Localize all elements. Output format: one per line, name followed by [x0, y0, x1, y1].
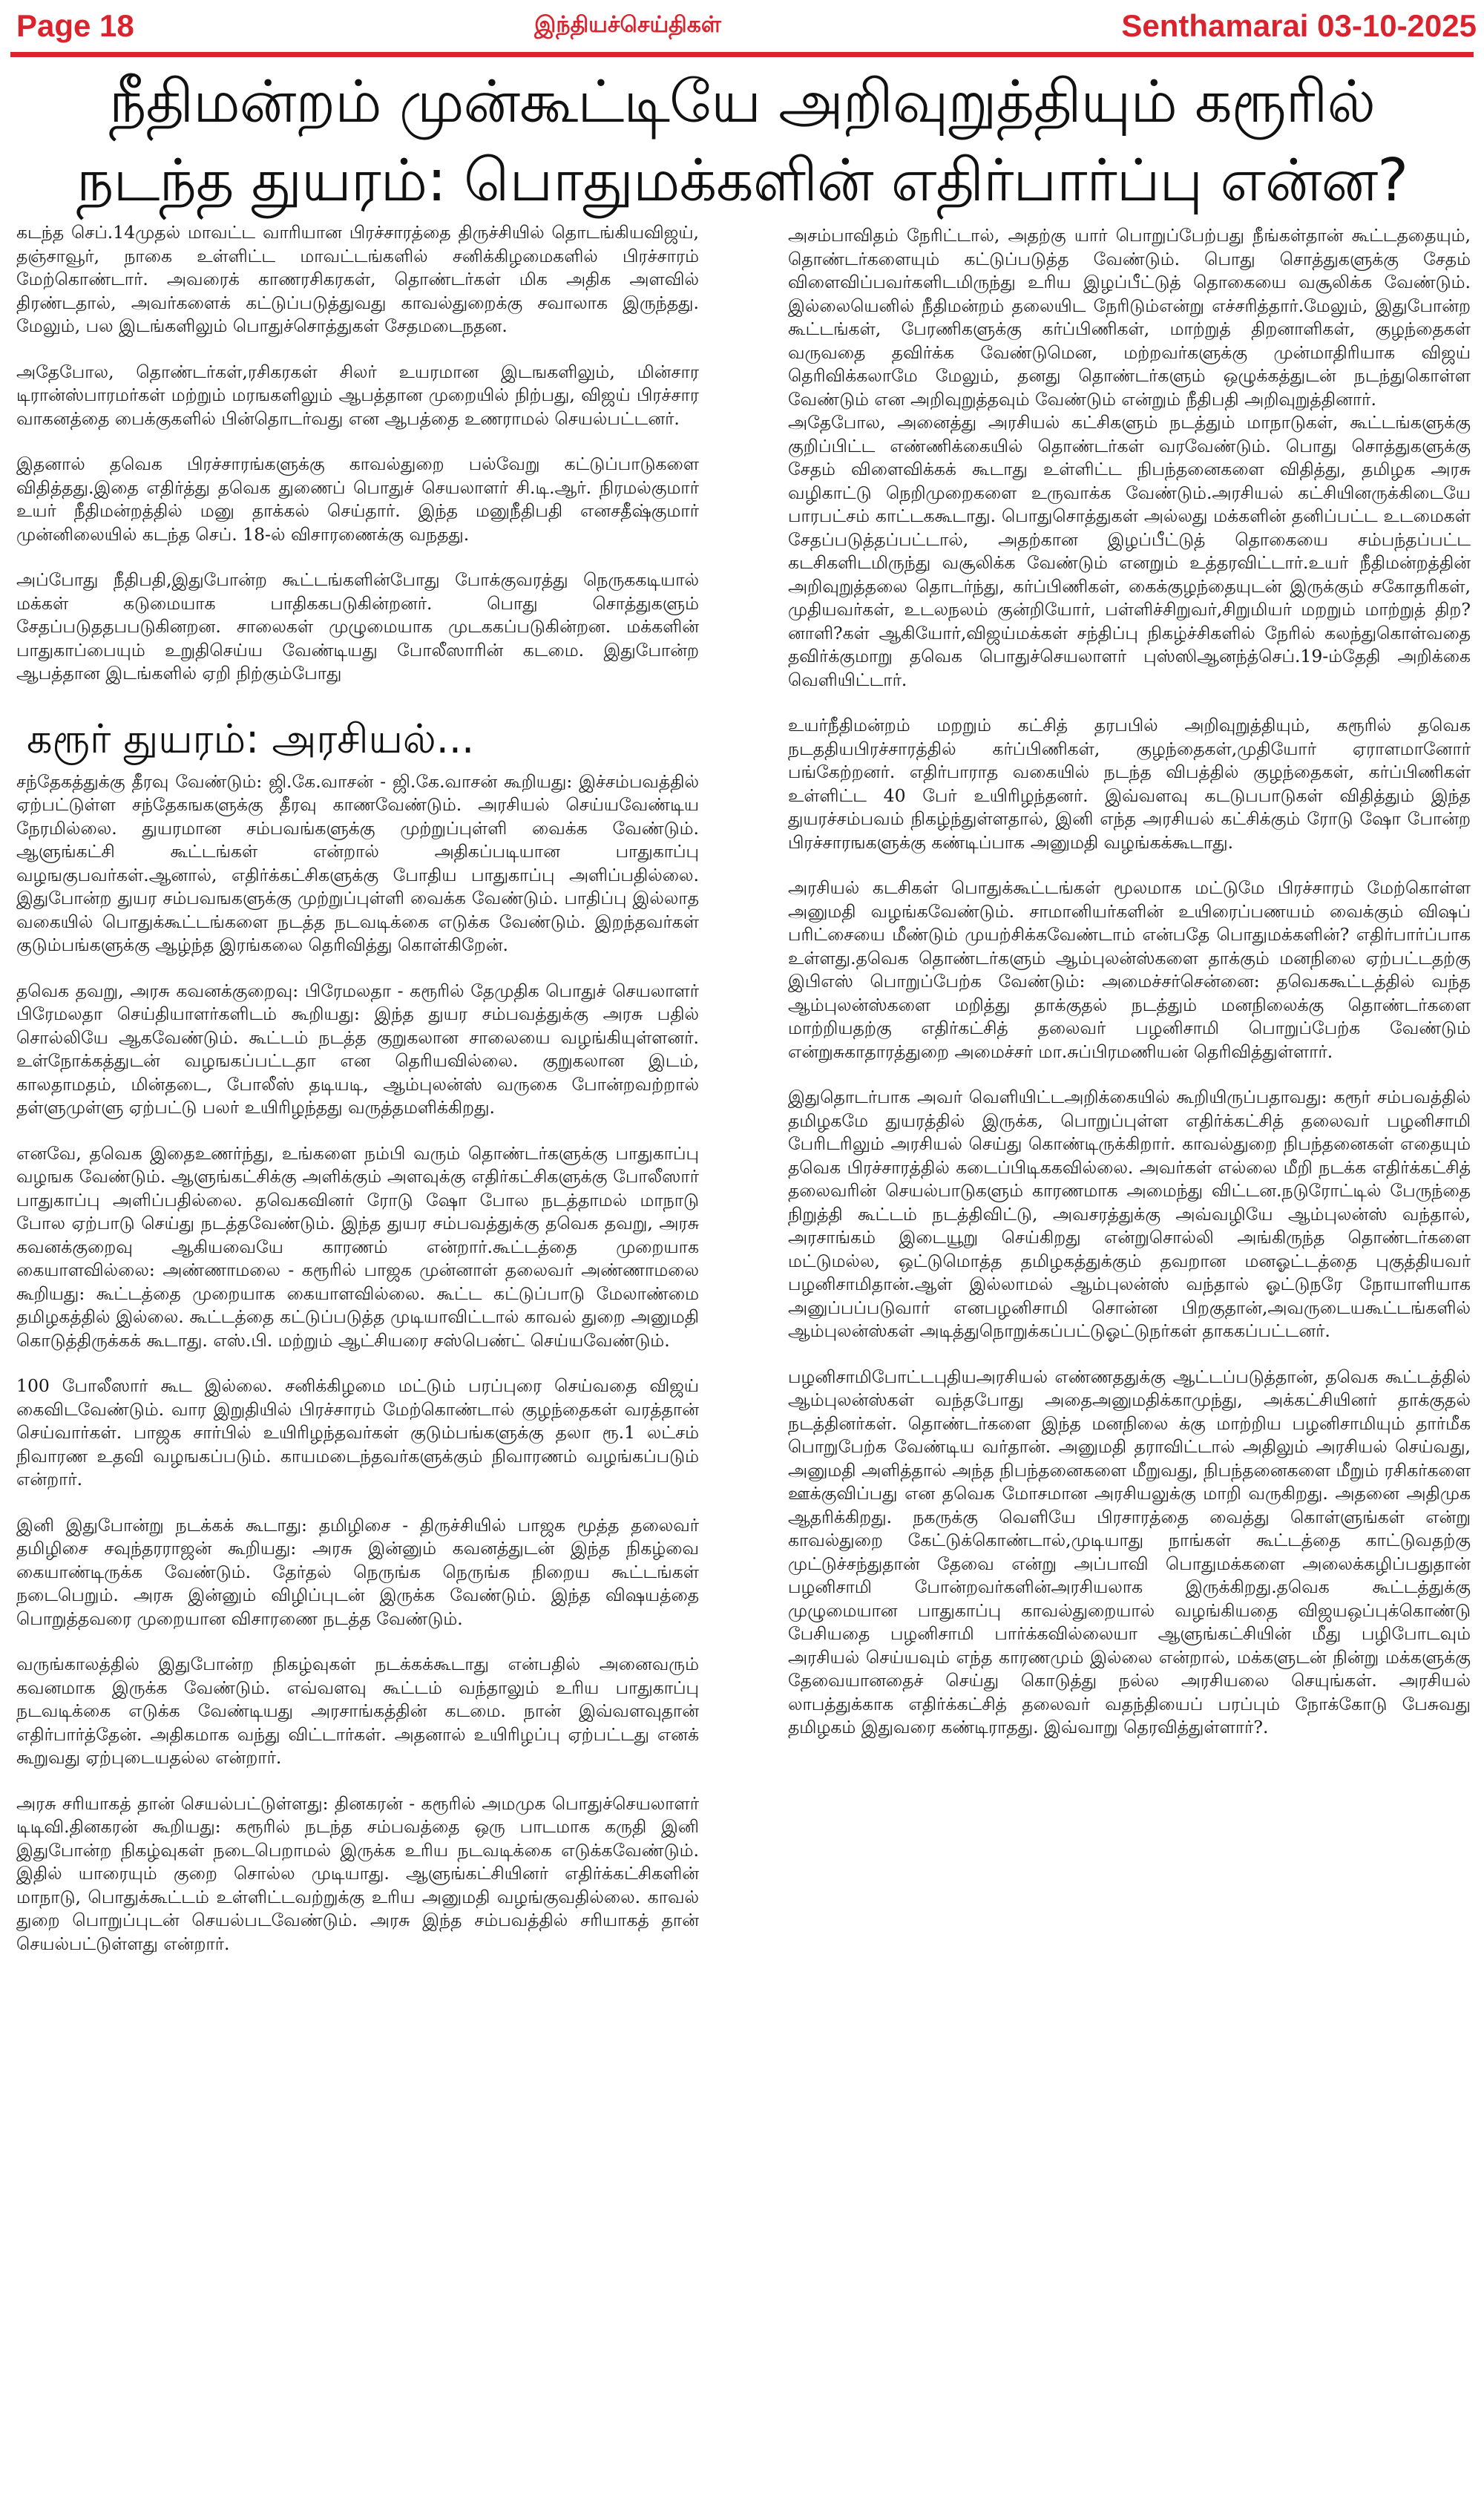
paragraph: அதேபோல, அனைத்து அரசியல் கட்சிகளும் நடத்தும் மாநாடுகள், கூட்டங்களுக்கு குறிப்பிட்ட எண்ணிக்கையில் தொண்டர்கள் வரவேண்டும். பொது சொத்துகளுக்கு சேதம் விளைவிக்கக் கூடாது உள்ளிட்ட நிபந்தனைகளை விதித்து, தமிழக அரசு வழிகாட்டு நெறிமுறைகளை உருவாக்க வேண்டும்.அரசியல் கட்சியினருக்கிடையே பாரபட்சம் காட்டககூடாது. பொதுசொத்துகள் அல்லது மக்களின் தனிப்பட்ட உடமைகள் சேதப்படுத்தப்பட்டால், அதற்கான இழப்பீட்டுத் தொகையை சம்பந்தப்பட்ட கடசிகளிடமிருந்து வசூலிக்க வேண்டும் எனறும் உத்தரவிட்டார்.உயர் நீதிமன்றத்தின் அறிவுறுத்தலை தொடர்ந்து, கர்ப்பிணிகள், கைக்குழந்தையுடன் இருக்கும் சகோதரிகள், முதியவர்கள், உடலநலம் குன்றியோர், பள்ளிச்சிறுவர்,சிறுமியர் மறறும் மாற்றுத் திற?னாளி?கள் ஆகியோர்,விஜய்மக்கள் சந்திப்பு நிகழ்ச்சிகளில் நேரில் கலந்துகொள்வதை தவிர்க்குமாறு தவெக பொதுச்செயலாளர் புஸ்ஸிஆனந்த்செப்.19-ம்தேதி அறிக்கை வெளியிட்டார்.: [788, 412, 1471, 690]
paragraph: இதனால் தவெக பிரச்சாரங்களுக்கு காவல்துறை பல்வேறு கட்டுப்பாடுகளை விதித்தது.இதை எதிர்த்து தவெக துணைப் பொதுச் செயலாளர் சி.டி.ஆர். நிரமல்குமார் உயர் நீதிமன்றத்தில் மனு தாக்கல் செய்தார். இந்த மனுநீதிபதி எனசதீஷ்குமார் முன்னிலையில் கடந்த செப். 18-ல் விசாரணைக்கு வநதது.: [16, 453, 699, 545]
subheading: கரூர் துயரம்: அரசியல்...: [27, 715, 475, 762]
headline-line-1: நீதிமன்றம் முன்கூட்டியே அறிவுறுத்தியும் கரூரில்: [108, 68, 1376, 136]
paragraph: தவெக தவறு, அரசு கவனக்குறைவு: பிரேமலதா - கரூரில் தேமுதிக பொதுச் செயலாளர் பிரேமலதா செய்தியாளர்களிடம் கூறியது: இந்த துயர சம்பவத்துக்கு அரசு பதில் சொல்லியே ஆகவேண்டும். கூட்டம் நடத்த குறுகலான சாலையை வழங்கியுள்ளனர். உள்நோக்கத்துடன் வழஙகப்பட்டதா என தெரியவில்லை. குறுகலான இடம், காலதாமதம், மின்தடை, போலீஸ் தடியடி, ஆம்புலன்ஸ் வருகை போன்றவற்றால் தள்ளுமுள்ளு ஏற்பட்டு பலர் உயிரிழந்தது வருத்தமளிக்கிறது.: [16, 980, 699, 1118]
paragraph: வருங்காலத்தில் இதுபோன்ற நிகழ்வுகள் நடக்கக்கூடாது என்பதில் அனைவரும் கவனமாக இருக்க வேண்டும். எவ்வளவு கூட்டம் வந்தாலும் உரிய பாதுகாப்பு நடவடிக்கை எடுக்க வேண்டியது அரசாங்கத்தின் கடமை. நான் இவ்வளவுதான் எதிர்பார்த்தேன். அதிகமாக வந்து விட்டார்கள். அதனால் உயிரிழப்பு ஏற்பட்டது எனக் கூறுவது ஏற்புடையதல்ல என்றார்.: [16, 1654, 699, 1768]
page-header: [0, 0, 1484, 52]
paragraph: அப்போது நீதிபதி,இதுபோன்ற கூட்டங்களின்போது போக்குவரத்து நெருககடியால் மக்கள் கடுமையாக பாதிககபடுகின்றனர். பொது சொத்துகளும் சேதப்படுததபபடுகினறன. சாலைகள் முழுமையாக முடககப்படுகின்றன. மக்களின் பாதுகாப்பையும் உறுதிசெய்ய வேண்டியது போலீஸாரின் கடமை. இதுபோன்ற ஆபத்தான இடங்களில் ஏறி நிற்கும்போது: [16, 569, 699, 684]
issue-date: Senthamarai 03-10-2025: [1121, 8, 1477, 43]
paragraph: கடந்த செப்.14முதல் மாவட்ட வாரியான பிரச்சாரத்தை திருச்சியில் தொடங்கியவிஜய், தஞ்சாவூர், நாகை உள்ளிட்ட மாவட்டங்களில் சனிக்கிழமைகளில் பிரச்சாரம் மேற்கொண்டார். அவரைக் காணரசிகரகள், தொண்டர்கள் மிக அதிக அளவில் திரண்டதால், அவர்களைக் கட்டுப்படுத்துவது காவல்துறைக்கு சவாலாக இருந்தது. மேலும், பல இடங்களிலும் பொதுச்சொத்துகள் சேதமடைநதன.: [16, 222, 699, 336]
paragraph: இனி இதுபோன்று நடக்கக் கூடாது: தமிழிசை - திருச்சியில் பாஜக மூத்த தலைவர் தமிழிசை சவுந்தரராஜன் கூறியது: அரசு இன்னும் கவனத்துடன் இந்த நிகழ்வை கையாண்டிருக்க வேண்டும். தேர்தல் நெருங்க நெருங்க நிறைய கூட்டங்கள் நடைபெறும். அரசு இன்னும் விழிப்புடன் இருக்க வேண்டும். இந்த விஷயத்தை பொறுத்தவரை முறையான விசாரணை நடத்த வேண்டும்.: [16, 1514, 699, 1629]
paragraph: சந்தேகத்துக்கு தீரவு வேண்டும்: ஜி.கே.வாசன் - ஜி.கே.வாசன் கூறியது: இச்சம்பவத்தில் ஏற்பட்டுள்ள சந்தேகஙகளுக்கு தீரவு காணவேண்டும். அரசியல் செய்யவேண்டிய நேரமில்லை. துயரமான சம்பவங்களுக்கு முற்றுப்புள்ளி வைக்க வேண்டும். ஆளுங்கட்சி கூட்டங்கள் என்றால் அதிகப்படியான பாதுகாப்பு வழஙகுபவர்கள்.ஆனால், எதிர்க்கட்சிகளுக்கு போதிய பாதுகாப்பு அளிப்பதில்லை. இதுபோன்ற துயர சம்பவஙகளுக்கு முற்றுப்புள்ளி வைக்க வேண்டும். பாதிப்பு இல்லாத வகையில் பொதுக்கூட்டங்களை நடத்த நடவடிக்கை எடுக்க வேண்டும். இறந்தவர்கள் குடும்பங்களுக்கு ஆழ்ந்த இரங்கலை தெரிவித்து கொள்கிறேன்.: [16, 770, 699, 955]
paragraph: 100 போலீஸார் கூட இல்லை. சனிக்கிழமை மட்டும் பரப்புரை செய்வதை விஜய் கைவிடவேண்டும். வார இறுதியில் பிரச்சாரம் மேற்கொண்டால் குழந்தைகள் வரத்தான் செய்வார்கள். பாஜக சார்பில் உயிரிழந்தவர்கள் குடும்பங்களுக்கு தலா ரூ.1 லட்சம் நிவாரண உதவி வழஙகப்படும். காயமடைந்தவர்களுக்கும் நிவாரணம் வழங்கப்படும் என்றார்.: [16, 1375, 699, 1490]
section-title: இந்தியச்செய்திகள்: [534, 11, 722, 38]
paragraph: இதுதொடர்பாக அவர் வெளியிட்டஅறிக்கையில் கூறியிருப்பதாவது: கரூர் சம்பவத்தில் தமிழகமே துயரத்தில் இருக்க, பொறுப்புள்ள எதிர்க்கட்சித் தலைவர் பழனிசாமி பேரிடரிலும் அரசியல் செய்து கொண்டிருக்கிறார். காவல்துறை நிபந்தனைகள் எதையும் தவெக பிரச்சாரத்தில் கடைப்பிடிககவில்லை. அவர்கள் எல்லை மீறி நடக்க எதிர்க்கட்சித் தலைவரின் செயல்பாடுகளும் காரணமாக அமைந்து விட்டன.நடுரோட்டில் பேருந்தை நிறுத்தி கூட்டம் நடத்திவிட்டு, அவசரத்துக்கு அவ்வழியே ஆம்புலன்ஸ் வந்தால், அரசாங்கம் இடையூறு செய்கிறது என்றுசொல்லி அங்கிருந்த தொண்டர்களை மட்டுமல்ல, ஒட்டுமொத்த தமிழகத்துக்கும் தவறான மனஓட்டத்தை புகுத்தியவர் பழனிசாமிதான்.ஆள் இல்லாமல் ஆம்புலன்ஸ் வந்தால் ஓட்டுநரே நோயாளியாக அனுப்பப்படுவார் எனபழனிசாமி சொன்ன பிறகுதான்,அவருடையகூட்டங்களில் ஆம்புலன்ஸ்கள் அடித்துநொறுக்கப்பட்டுஓட்டுநர்கள் தாககப்பட்டனர்.: [788, 1087, 1471, 1341]
article-right-column: [788, 224, 1471, 1740]
page-number: Page 18: [16, 8, 134, 43]
paragraph: அதேபோல, தொண்டர்கள்,ரசிகரகள் சிலர் உயரமான இடஙகளிலும், மின்சார டிரான்ஸ்பாரமர்கள் மற்றும் மரஙகளிலும் ஆபத்தான முறையில் நிற்பது, விஜய் பிரச்சார வாகனத்தை பைக்குகளில் பின்தொடர்வது என ஆபத்தை உணராமல் செயல்பட்டனர்.: [16, 361, 699, 429]
headline-line-2: நடந்த துயரம்: பொதுமக்களின் எதிர்பார்ப்பு என்ன?: [76, 146, 1408, 214]
headline: [0, 62, 1484, 220]
article-left-column: [16, 221, 699, 1956]
paragraph: அசம்பாவிதம் நேரிட்டால், அதற்கு யார் பொறுப்பேற்பது நீங்கள்தான் கூட்டததையும், தொண்டர்களையும் கட்டுப்படுத்த வேண்டும். பொது சொத்துகளுக்கு சேதம் விளைவிப்பவர்களிடமிருந்து உரிய இழப்பீட்டுத் தொகையை வசூலிக்க வேண்டும். இல்லையெனில் நீதிமன்றம் தலையிட நேரிடும்என்று எச்சரித்தார்.மேலும், இதுபோன்ற கூட்டங்கள், பேரணிகளுக்கு கர்ப்பிணிகள், மாற்றுத் திறனாளிகள், குழந்தைகள் வருவதை தவிர்க்க வேண்டுமென, மற்றவர்களுக்கு முன்மாதிரியாக விஜய் தெரிவிக்கலாமே மேலும், தனது தொண்டர்களும் ஒழுக்கத்துடன் நடந்துகொள்ள வேண்டும் என அறிவுறுத்தவும் வேண்டும் என்றும் நீதிபதி அறிவுறுத்தினார்.: [788, 225, 1471, 410]
header-rule: [10, 52, 1474, 57]
paragraph: உயர்நீதிமன்றம் மறறும் கட்சித் தரபபில் அறிவுறுத்தியும், கரூரில் தவெக நடததியபிரச்சாரத்தில் கர்ப்பிணிகள், குழந்தைகள்,முதியோர் ஏராளமானோர் பங்கேற்றனர். எதிர்பாராத வகையில் நடந்த விபத்தில் குழந்தைகள், கர்ப்பிணிகள் உள்ளிட்ட 40 பேர் உயிரிழந்தனர். இவ்வளவு கடடுபபாடுகள் விதித்தும் இந்த துயரச்சம்பவம் நிகழ்ந்துள்ளதால், இனி எந்த அரசியல் கட்சிக்கும் ரோடு ஷோ போன்ற பிரச்சாரஙகளுக்கு கண்டிப்பாக அனுமதி வழங்கக்கூடாது.: [788, 715, 1471, 853]
paragraph: அரசியல் கடசிகள் பொதுக்கூட்டங்கள் மூலமாக மட்டுமே பிரச்சாரம் மேற்கொள்ள அனுமதி வழங்கவேண்டும். சாமானியர்களின் உயிரைப்பணயம் வைக்கும் விஷப் பரிட்சையை மீண்டும் முயற்சிக்கவேண்டாம் என்பதே பொதுமக்களின்? எதிர்பார்ப்பாக உள்ளது.தவெக தொண்டர்களும் ஆம்புலன்ஸ்களை தாக்கும் மனநிலை ஏற்பட்டதற்கு இபிஎஸ் பொறுப்பேற்க வேண்டும்: அமைச்சர்சென்னை: தவெககூட்டத்தில் வந்த ஆம்புலன்ஸ்களை மறித்து தாக்குதல் நடத்தும் மனநிலைக்கு தொண்டர்களை மாற்றியதற்கு எதிர்கட்சித் தலைவர் பழனிசாமி பொறுப்பேற்க வேண்டும் என்றுசுகாதாரத்துறை அமைச்சர் மா.சுப்பிரமணியன் தெரிவித்துள்ளார்.: [788, 877, 1471, 1062]
paragraph: அரசு சரியாகத் தான் செயல்பட்டுள்ளது: தினகரன் - கரூரில் அமமுக பொதுச்செயலாளர் டிடிவி.தினகரன் கூறியது: கரூரில் நடந்த சம்பவத்தை ஒரு பாடமாக கருதி இனி இதுபோன்ற நிகழ்வுகள் நடைபெறாமல் இருக்க உரிய நடவடிக்கை எடுக்கவேண்டும். இதில் யாரையும் குறை சொல்ல முடியாது. ஆளுங்கட்சியினர் எதிர்க்கட்சிகளின் மாநாடு, பொதுக்கூட்டம் உள்ளிட்டவற்றுக்கு உரிய அனுமதி வழங்குவதில்லை. காவல் துறை பொறுப்புடன் செயல்படவேண்டும். அரசு இந்த சம்பவத்தில் சரியாகத் தான் செயல்பட்டுள்ளது என்றார்.: [16, 1792, 699, 1954]
paragraph: பழனிசாமிபோட்டபுதியஅரசியல் எண்ணததுக்கு ஆட்டப்படுத்தான், தவெக கூட்டத்தில் ஆம்புலன்ஸ்கள் வந்தபோது அதைஅனுமதிக்காமுந்து, அக்கட்சியினர் தாக்குதல் நடத்தினர்கள். தொண்டர்களை இந்த மனநிலை க்கு மாற்றிய பழனிசாமியும் தார்மீக பொறுபேற்க வேண்டிய வர்தான். அனுமதி தராவிட்டால் அதிலும் அரசியல் செய்வது, அனுமதி அளித்தால் அந்த நிபந்தனைகளை மீறுவது, நிபந்தனைகளை மீறும் ரசிகர்களை ஊக்குவிப்பது என தவெக மோசமான அரசியலுக்கு மாறி வருகிறது. அதனை அதிமுக ஆதரிக்கிறது. நகருக்கு வெளியே பிரசாரத்தை வைத்து கொள்ளுங்கள் என்று காவல்துறை கேட்டுக்கொண்டால்,முடியாது நாங்கள் கூட்டத்தை காட்டுவதற்கு முட்டுச்சந்துதான் தேவை என்று அப்பாவி பொதுமக்களை அலைக்கழிப்பதுதான் பழனிசாமி போன்றவர்களின்அரசியலாக இருக்கிறது.தவெக கூட்டத்துக்கு முழுமையான பாதுகாப்பு காவல்துறையால் வழங்கியதை விஜயஒப்புக்கொண்டு பேசியதை பழனிசாமி பார்க்கவில்லையா ஆளுங்கட்சியின் மீது பழிபோடவும் அரசியல் செய்யவும் எந்த காரணமும் இல்லை என்றால், மக்களுடன் நின்று மக்களுக்கு தேவையானதைச் செய்து கொடுத்து நல்ல அரசியலை செயுங்கள். அரசியல் லாபத்துக்காக எதிர்க்கட்சித் தலைவர் வதந்தியைப் பரப்பும் நோக்கோடு பேசுவது தமிழகம் இதுவரை கண்டிராதது. இவ்வாறு தெரவித்துள்ளார்?.: [788, 1366, 1471, 1737]
paragraph: எனவே, தவெக இதைஉணர்ந்து, உங்களை நம்பி வரும் தொண்டர்களுக்கு பாதுகாப்பு வழஙக வேண்டும். ஆளுங்கட்சிக்கு அளிக்கும் அளவுக்கு எதிர்கட்சிகளுக்கு போலீஸார் பாதுகாப்பு அளிப்பதில்லை. தவெகவினர் ரோடு ஷோ போல நடத்தாமல் மாநாடு போல ஏற்பாடு செய்து நடத்தவேண்டும். இந்த துயர சம்பவத்துக்கு தவெக தவறு, அரசு கவனக்குறைவு ஆகியவையே காரணம் என்றார்.கூட்டத்தை முறையாக கையாளவில்லை: அண்ணாமலை - கரூரில் பாஜக முன்னாள் தலைவர் அண்ணாமலை கூறியது: கூட்டத்தை முறையாக கையாளவில்லை. கூட்ட கட்டுப்பாடு மேலாண்மை தமிழகத்தில் இல்லை. கூட்டத்தை கட்டுப்படுத்த முடியாவிட்டால் காவல் துறை அனுமதி கொடுத்திருக்கக் கூடாது. எஸ்.பி. மற்றும் ஆட்சியரை சஸ்பெண்ட் செய்யவேண்டும்.: [16, 1142, 699, 1351]
